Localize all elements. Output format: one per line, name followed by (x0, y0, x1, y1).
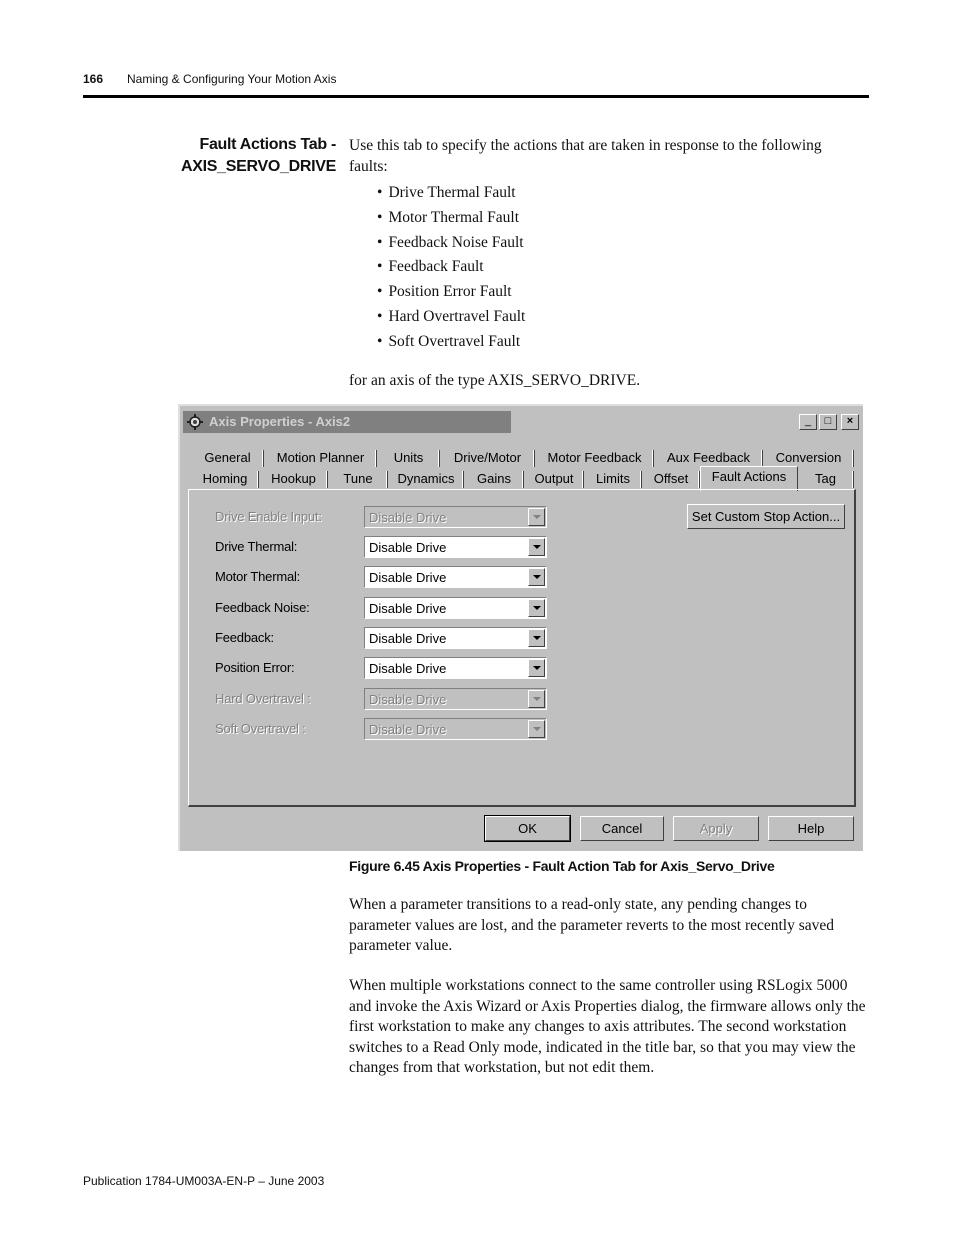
drive-thermal-label: Drive Thermal: (215, 539, 298, 554)
tab-row-2 (191, 469, 855, 489)
chevron-down-icon[interactable] (528, 538, 545, 556)
help-button[interactable]: Help (768, 816, 854, 841)
close-button[interactable]: × (841, 414, 859, 430)
list-item: • Hard Overtravel Fault (377, 305, 525, 330)
tab-tune[interactable]: Tune (328, 469, 388, 489)
soft-overtravel-label: Soft Overtravel : (215, 721, 306, 736)
chevron-down-icon (528, 720, 545, 738)
list-item: • Drive Thermal Fault (377, 181, 525, 206)
tab-tag[interactable]: Tag (797, 469, 854, 489)
section-title (150, 134, 336, 178)
tab-dynamics[interactable]: Dynamics (388, 469, 464, 489)
select-value: Disable Drive (369, 692, 447, 707)
intro-text: Use this tab to specify the actions that are taken in response to the following faults: (349, 137, 822, 175)
header-rule (83, 95, 869, 98)
tab-gains[interactable]: Gains (464, 469, 524, 489)
figure-caption: Figure 6.45 Axis Properties - Fault Action Tab for Axis_Servo_Drive (349, 858, 775, 874)
tab-drive-motor[interactable]: Drive/Motor (440, 448, 535, 468)
tab-motion-planner[interactable]: Motion Planner (264, 448, 377, 468)
minimize-button[interactable]: _ (799, 414, 817, 430)
gear-icon (187, 414, 203, 430)
select-value: Disable Drive (369, 661, 447, 676)
hard-overtravel-select (364, 688, 547, 710)
chapter-title: Naming & Configuring Your Motion Axis (127, 72, 337, 86)
list-item: • Soft Overtravel Fault (377, 330, 525, 355)
tab-output[interactable]: Output (524, 469, 584, 489)
select-value: Disable Drive (369, 570, 447, 585)
list-item: • Position Error Fault (377, 280, 525, 305)
tab-aux-feedback[interactable]: Aux Feedback (654, 448, 763, 468)
tab-row-1 (191, 448, 855, 468)
tab-conversion[interactable]: Conversion (763, 448, 854, 468)
feedback-noise-label: Feedback Noise: (215, 600, 310, 615)
axis-properties-dialog (178, 404, 863, 851)
maximize-button[interactable]: □ (819, 414, 837, 430)
motor-thermal-select[interactable] (364, 566, 547, 588)
fault-list (377, 181, 525, 355)
tab-homing[interactable]: Homing (191, 469, 259, 489)
publication-footer: Publication 1784-UM003A-EN-P – June 2003 (83, 1174, 325, 1188)
chevron-down-icon[interactable] (528, 659, 545, 677)
position-error-label: Position Error: (215, 660, 295, 675)
page-number: 166 (83, 72, 104, 86)
soft-overtravel-select (364, 718, 547, 740)
hard-overtravel-label: Hard Overtravel : (215, 691, 311, 706)
select-value: Disable Drive (369, 601, 447, 616)
select-value: Disable Drive (369, 631, 447, 646)
section-title-line1: Fault Actions Tab - (199, 136, 336, 153)
feedback-label: Feedback: (215, 630, 274, 645)
chevron-down-icon[interactable] (528, 599, 545, 617)
ok-button[interactable]: OK (485, 816, 570, 841)
select-value: Disable Drive (369, 540, 447, 555)
set-custom-stop-action-button[interactable]: Set Custom Stop Action... (687, 504, 845, 529)
tab-hookup[interactable]: Hookup (259, 469, 328, 489)
tab-limits[interactable]: Limits (584, 469, 642, 489)
position-error-select[interactable] (364, 657, 547, 679)
fault-actions-panel (188, 489, 856, 807)
chevron-down-icon (528, 508, 545, 526)
apply-button[interactable]: Apply (673, 816, 759, 841)
cancel-button[interactable]: Cancel (580, 816, 664, 841)
drive-enable-input-select (364, 506, 547, 528)
tab-fault-actions[interactable]: Fault Actions (700, 466, 798, 491)
chevron-down-icon (528, 690, 545, 708)
motor-thermal-label: Motor Thermal: (215, 569, 301, 584)
after-text: for an axis of the type AXIS_SERVO_DRIVE. (349, 372, 641, 389)
paragraph: When multiple workstations connect to the same controller using RSLogix 5000 and invoke the Axis Wizard or Axis Properties dialog, the firmware allows only the first workstation to make any changes to axis attributes. The second workstation switches to a Read Only mode, indicated in the title bar, so that you may view the changes from that workstation, but not edit them. (349, 977, 866, 1076)
chevron-down-icon[interactable] (528, 568, 545, 586)
drive-thermal-select[interactable] (364, 536, 547, 558)
select-value: Disable Drive (369, 722, 447, 737)
feedback-noise-select[interactable] (364, 597, 547, 619)
feedback-select[interactable] (364, 627, 547, 649)
title-bar[interactable] (183, 411, 511, 433)
list-item: • Feedback Noise Fault (377, 231, 525, 256)
select-value: Disable Drive (369, 510, 447, 525)
tab-motor-feedback[interactable]: Motor Feedback (535, 448, 654, 468)
dialog-title: Axis Properties - Axis2 (209, 414, 351, 429)
tab-units[interactable]: Units (377, 448, 440, 468)
paragraph: When a parameter transitions to a read-only state, any pending changes to parameter values are lost, and the parameter reverts to the most recently saved parameter value. (349, 896, 835, 954)
drive-enable-input-label: Drive Enable Input: (215, 509, 322, 524)
chevron-down-icon[interactable] (528, 629, 545, 647)
section-title-line2: AXIS_SERVO_DRIVE (181, 158, 336, 175)
list-item: • Feedback Fault (377, 255, 525, 280)
tab-offset[interactable]: Offset (642, 469, 700, 489)
list-item: • Motor Thermal Fault (377, 206, 525, 231)
tab-general[interactable]: General (191, 448, 264, 468)
